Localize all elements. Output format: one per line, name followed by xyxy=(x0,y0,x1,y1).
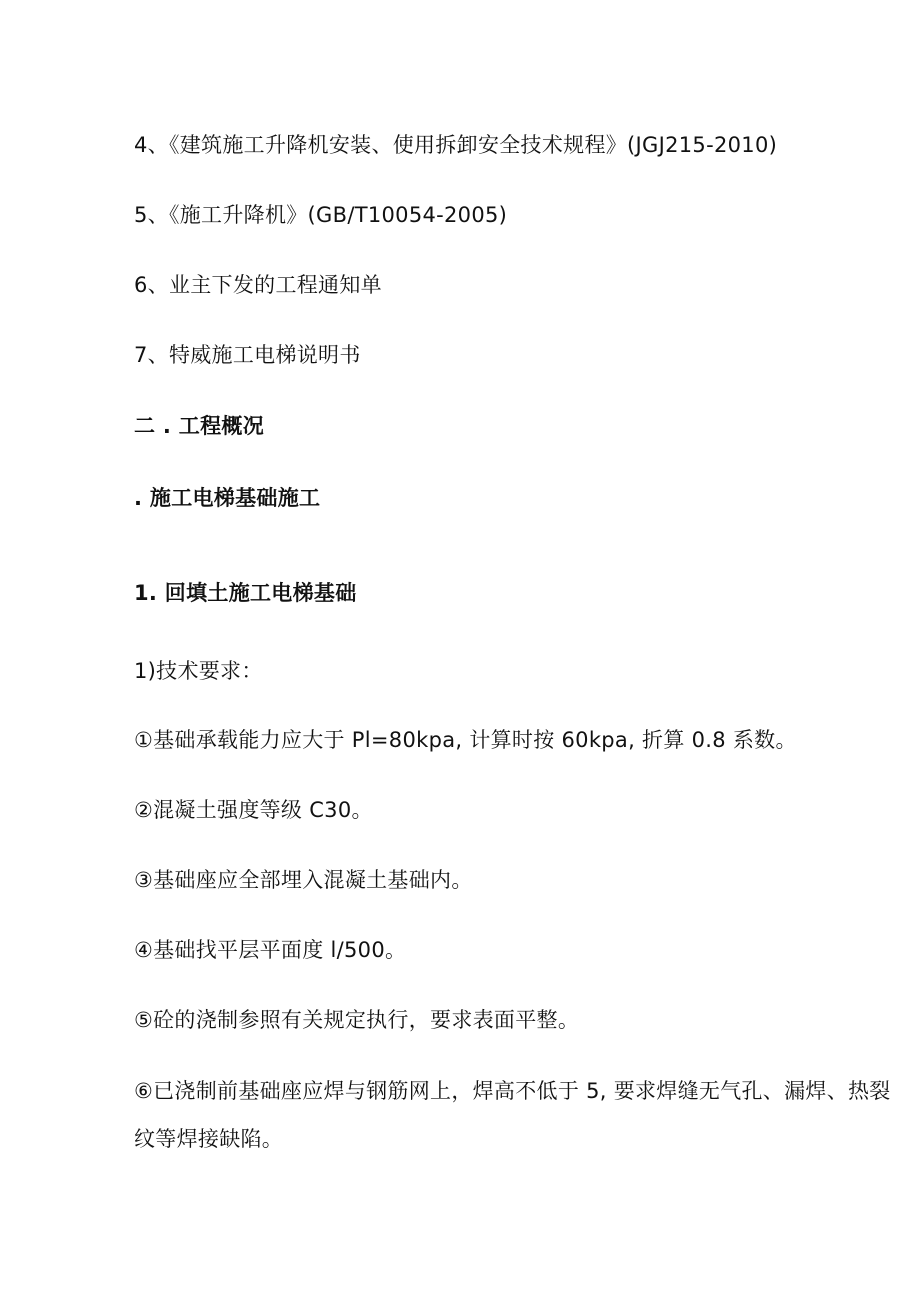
requirement-4: ④基础找平层平面度 l/500。 xyxy=(134,938,407,962)
requirement-6-continuation: 纹等焊接缺陷。 xyxy=(134,1127,284,1151)
requirement-5: ⑤砼的浇制参照有关规定执行，要求表面平整。 xyxy=(134,1008,580,1032)
reference-item-6: 6、业主下发的工程通知单 xyxy=(134,273,382,297)
requirement-1: ①基础承载能力应大于 Pl=80kpa, 计算时按 60kpa, 折算 0.8 系数。 xyxy=(134,728,797,752)
requirement-3: ③基础座应全部埋入混凝土基础内。 xyxy=(134,868,473,892)
item-heading: 1. 回填土施工电梯基础 xyxy=(134,581,357,605)
section-heading: 二 . 工程概况 xyxy=(134,414,264,438)
reference-item-4: 4、《建筑施工升降机安装、使用拆卸安全技术规程》(JGJ215-2010) xyxy=(134,133,778,157)
reference-item-7: 7、特威施工电梯说明书 xyxy=(134,343,361,367)
requirement-2: ②混凝土强度等级 C30。 xyxy=(134,798,373,822)
subsection-heading: . 施工电梯基础施工 xyxy=(134,486,321,510)
reference-item-5: 5、《施工升降机》(GB/T10054-2005) xyxy=(134,203,508,227)
requirement-6: ⑥已浇制前基础座应焊与钢筋网上，焊高不低于 5, 要求焊缝无气孔、漏焊、热裂 xyxy=(134,1079,891,1103)
requirements-title: 1)技术要求： xyxy=(134,659,263,683)
